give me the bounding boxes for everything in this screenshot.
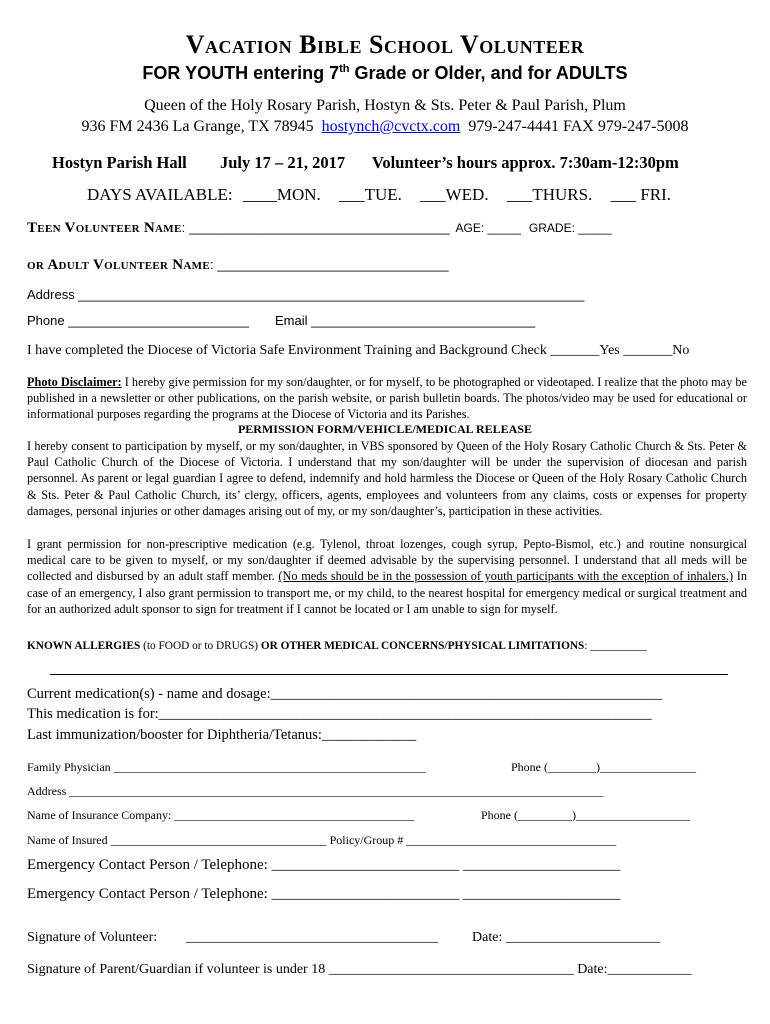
emergency-contact-2[interactable]: Emergency Contact Person / Telephone: _________________________ _____________________ xyxy=(27,886,621,902)
contact-line xyxy=(0,118,770,136)
volunteer-signature-field[interactable]: ____________________________________ xyxy=(186,930,438,945)
physician-field[interactable]: Family Physician ____________________________________________________ xyxy=(27,760,426,774)
emergency-contact-1[interactable]: Emergency Contact Person / Telephone: _________________________ _____________________ xyxy=(27,857,621,873)
allergies-blank: : __________ xyxy=(584,640,647,652)
medical-concerns-label: OR OTHER MEDICAL CONCERNS/PHYSICAL LIMITATIONS xyxy=(260,640,585,652)
allergies-label: KNOWN ALLERGIES xyxy=(27,640,141,652)
physician-phone-field[interactable]: Phone (________)________________ xyxy=(511,760,696,774)
photo-disclaimer-text: I hereby give permission for my son/daughter, or for myself, to be photographed or videotaped. I realize that the photo may be published in a newsletter or other publications, on the parish website, or parish bulletin boards. The photos/video may be used for educational or informational purposes regarding the programs at the Diocese of Victoria and its Parishes. xyxy=(27,375,747,422)
insurance-phone-field[interactable]: Phone (_________)___________________ xyxy=(481,808,690,822)
day-monday[interactable]: ____MON. xyxy=(242,185,321,204)
parish-phone-fax: 979-247-4441 FAX 979-247-5008 xyxy=(468,118,689,135)
release-p2-underlined: (No meds should be in the possession of youth participants with the exception of inhalers.) xyxy=(278,569,734,584)
teen-name-field[interactable]: ____________________________________ xyxy=(189,220,450,235)
adult-name-row xyxy=(27,256,449,274)
immunization-field[interactable]: Last immunization/booster for Diphtheria/Tetanus:_____________ xyxy=(27,727,417,743)
insurance-company-field[interactable]: Name of Insurance Company: ________________________________________ xyxy=(27,808,415,822)
days-available-row xyxy=(87,185,671,205)
teen-name-label: Teen Volunteer Name xyxy=(27,220,182,236)
release-p2-a: I grant permission for non-prescriptive medication (e.g. Tylenol, throat lozenges, cough syrup, Pepto-Bismol, etc.) and routine nonsurgical medical care to be given to myself, or my son/daughter if deemed advisable by the supervising personnel. I understand that all meds will be collected and disbursed by an adult staff member. xyxy=(27,537,747,584)
teen-age-field[interactable]: AGE: _____ xyxy=(455,221,521,235)
release-heading: PERMISSION FORM/VEHICLE/MEDICAL RELEASE xyxy=(237,422,533,436)
page-subtitle xyxy=(0,63,770,84)
teen-name-row xyxy=(27,219,612,237)
teen-grade-field[interactable]: GRADE: _____ xyxy=(528,221,612,235)
training-check[interactable]: I have completed the Diocese of Victoria Safe Environment Training and Background Check _______Yes _______No xyxy=(27,343,690,358)
volunteer-date-field[interactable]: Date: ______________________ xyxy=(472,930,660,945)
photo-disclaimer-label: Photo Disclaimer: xyxy=(27,375,122,389)
allergies-sub-label: (to FOOD or to DRUGS) xyxy=(140,640,261,652)
email-field[interactable]: Email _______________________________ xyxy=(275,313,536,328)
release-paragraph-2 xyxy=(27,536,747,617)
event-dates: July 17 – 21, 2017 xyxy=(220,153,346,172)
days-label: DAYS AVAILABLE: xyxy=(87,185,233,204)
insured-name-field[interactable]: Name of Insured ____________________________________ Policy/Group # ___________________________________ xyxy=(27,833,617,847)
medication-field[interactable]: Current medication(s) - name and dosage:______________________________________________________ xyxy=(27,686,663,702)
event-location: Hostyn Parish Hall xyxy=(52,153,187,172)
subtitle-main: FOR YOUTH entering 7 xyxy=(142,63,340,83)
teen-name-colon: : xyxy=(181,220,186,235)
allergies-row[interactable] xyxy=(27,640,647,652)
volunteer-signature-label: Signature of Volunteer: xyxy=(27,930,158,945)
address-field[interactable]: Address ______________________________________________________________________ xyxy=(27,287,585,302)
release-p2-b: In case of an emergency, I also grant permission to transport me, or my child, to the nearest hospital for emergency medical or surgical treatment and for an authorized adult sponsor to sign for treatment if I cannot be located or I am unable to sign for myself. xyxy=(27,569,747,616)
allergies-line[interactable] xyxy=(50,674,728,675)
day-thursday[interactable]: ___THURS. xyxy=(506,185,593,204)
parish-line: Queen of the Holy Rosary Parish, Hostyn & Sts. Peter & Paul Parish, Plum xyxy=(144,97,626,114)
medication-for-field[interactable]: This medication is for:____________________________________________________________________ xyxy=(27,706,652,722)
day-wednesday[interactable]: ___WED. xyxy=(420,185,489,204)
parent-signature-field[interactable]: Signature of Parent/Guardian if volunteer is under 18 ___________________________________ Date:____________ xyxy=(27,962,692,977)
adult-name-label: or Adult Volunteer Name xyxy=(27,257,210,273)
phone-field[interactable]: Phone _________________________ xyxy=(27,313,249,328)
day-tuesday[interactable]: ___TUE. xyxy=(339,185,402,204)
physician-address-field[interactable]: Address _________________________________________________________________________________________ xyxy=(27,784,604,798)
adult-name-field[interactable]: : ________________________________ xyxy=(210,257,449,272)
photo-disclaimer xyxy=(27,374,747,423)
release-paragraph-1: I hereby consent to participation by myself, or my son/daughter, in VBS sponsored by Queen of the Holy Rosary Catholic Church & Sts. Peter & Paul Catholic Church of the Diocese of Victoria. I understand that my son/daughter will be under the supervision of diocesan and parish personnel. As parent or legal guardian I agree to defend, indemnify and hold harmless the Diocese or Queen of the Holy Rosary Catholic Church & Sts. Peter & Paul Catholic Church, its’ clergy, officers, agents, employees and volunteers from any claims, costs or expenses for property damages, personal injuries or other damages arising out of my, or my son/daughter’s, participation in these activities. xyxy=(27,439,747,518)
subtitle-superscript: th xyxy=(339,63,350,75)
day-friday[interactable]: ___ FRI. xyxy=(610,185,672,204)
subtitle-rest: Grade or Older, and for ADULTS xyxy=(349,63,628,83)
parish-address: 936 FM 2436 La Grange, TX 78945 xyxy=(81,118,314,135)
parish-email-link[interactable]: hostynch@cvctx.com xyxy=(321,118,461,135)
event-hours: Volunteer’s hours approx. 7:30am-12:30pm xyxy=(372,153,679,172)
page-title: Vacation Bible School Volunteer xyxy=(185,30,585,59)
